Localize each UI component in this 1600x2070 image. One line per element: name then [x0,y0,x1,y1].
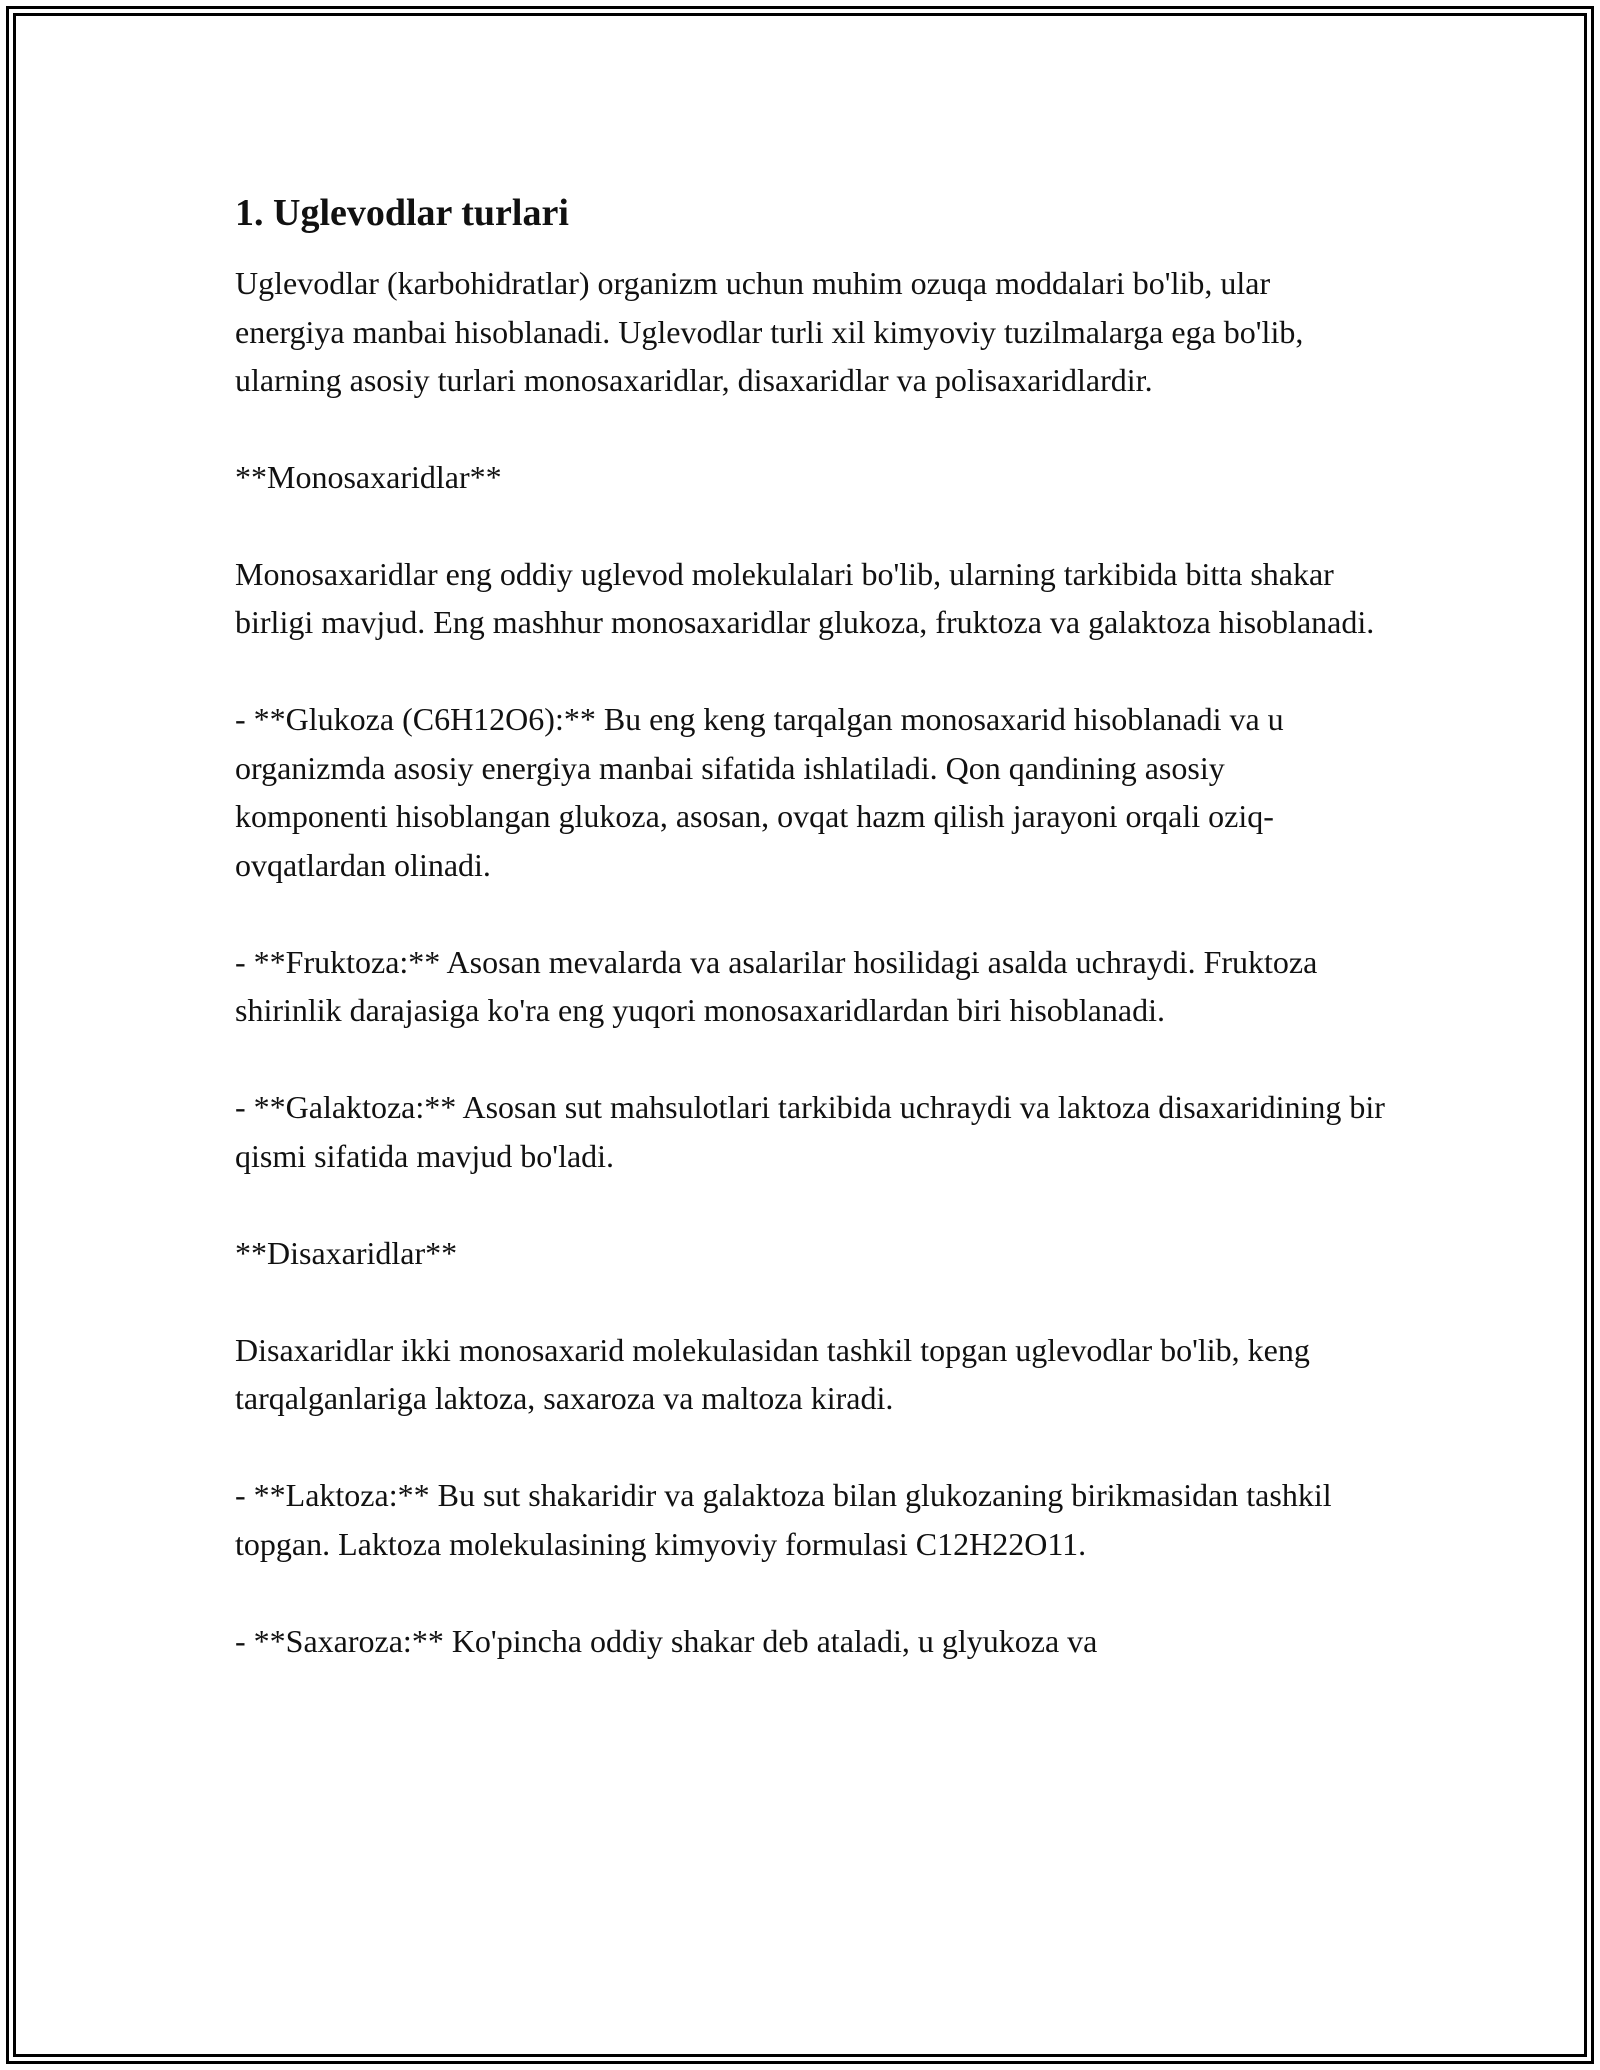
list-item-laktoza: - **Laktoza:** Bu sut shakaridir va galaktoza bilan glukozaning birikmasidan tashkil topgan. Laktoza molekulasining kimyoviy formulasi C12H22O11. [235,1477,1332,1562]
list-item-saxaroza: - **Saxaroza:** Ko'pincha oddiy shakar deb ataladi, u glyukoza va [235,1622,1098,1659]
list-item-fruktoza: - **Fruktoza:** Asosan mevalarda va asalarilar hosilidagi asalda uchraydi. Fruktoza shirinlik darajasiga ko'ra eng yuqori monosaxaridlardan biri hisoblanadi. [235,943,1318,1028]
intro-paragraph: Uglevodlar (karbohidratlar) organizm uchun muhim ozuqa moddalari bo'lib, ular energiya manbai hisoblanadi. Uglevodlar turli xil kimyoviy tuzilmalarga ega bo'lib, ularning asosiy turlari monosaxaridlar, disaxaridlar va polisaxaridlardir. [235,265,1304,398]
monosaxaridlar-paragraph: Monosaxaridlar eng oddiy uglevod molekulalari bo'lib, ularning tarkibida bitta shakar birligi mavjud. Eng mashhur monosaxaridlar glukoza, fruktoza va galaktoza hisoblanadi. [235,555,1375,640]
subheading-disaxaridlar: **Disaxaridlar** [235,1234,458,1271]
section-heading: 1. Uglevodlar turlari [235,192,569,234]
subheading-monosaxaridlar: **Monosaxaridlar** [235,458,502,495]
document-body [235,185,1385,1665]
list-item-galaktoza: - **Galaktoza:** Asosan sut mahsulotlari tarkibida uchraydi va laktoza disaxaridining bir qismi sifatida mavjud bo'ladi. [235,1089,1385,1174]
disaxaridlar-paragraph: Disaxaridlar ikki monosaxarid molekulasidan tashkil topgan uglevodlar bo'lib, keng tarqalganlariga laktoza, saxaroza va maltoza kiradi. [235,1331,1310,1416]
list-item-glukoza: - **Glukoza (C6H12O6):** Bu eng keng tarqalgan monosaxarid hisoblanadi va u organizmda asosiy energiya manbai sifatida ishlatiladi. Qon qandining asosiy komponenti hisoblangan glukoza, asosan, ovqat hazm qilish jarayoni orqali oziq-ovqatlardan olinadi. [235,701,1284,883]
